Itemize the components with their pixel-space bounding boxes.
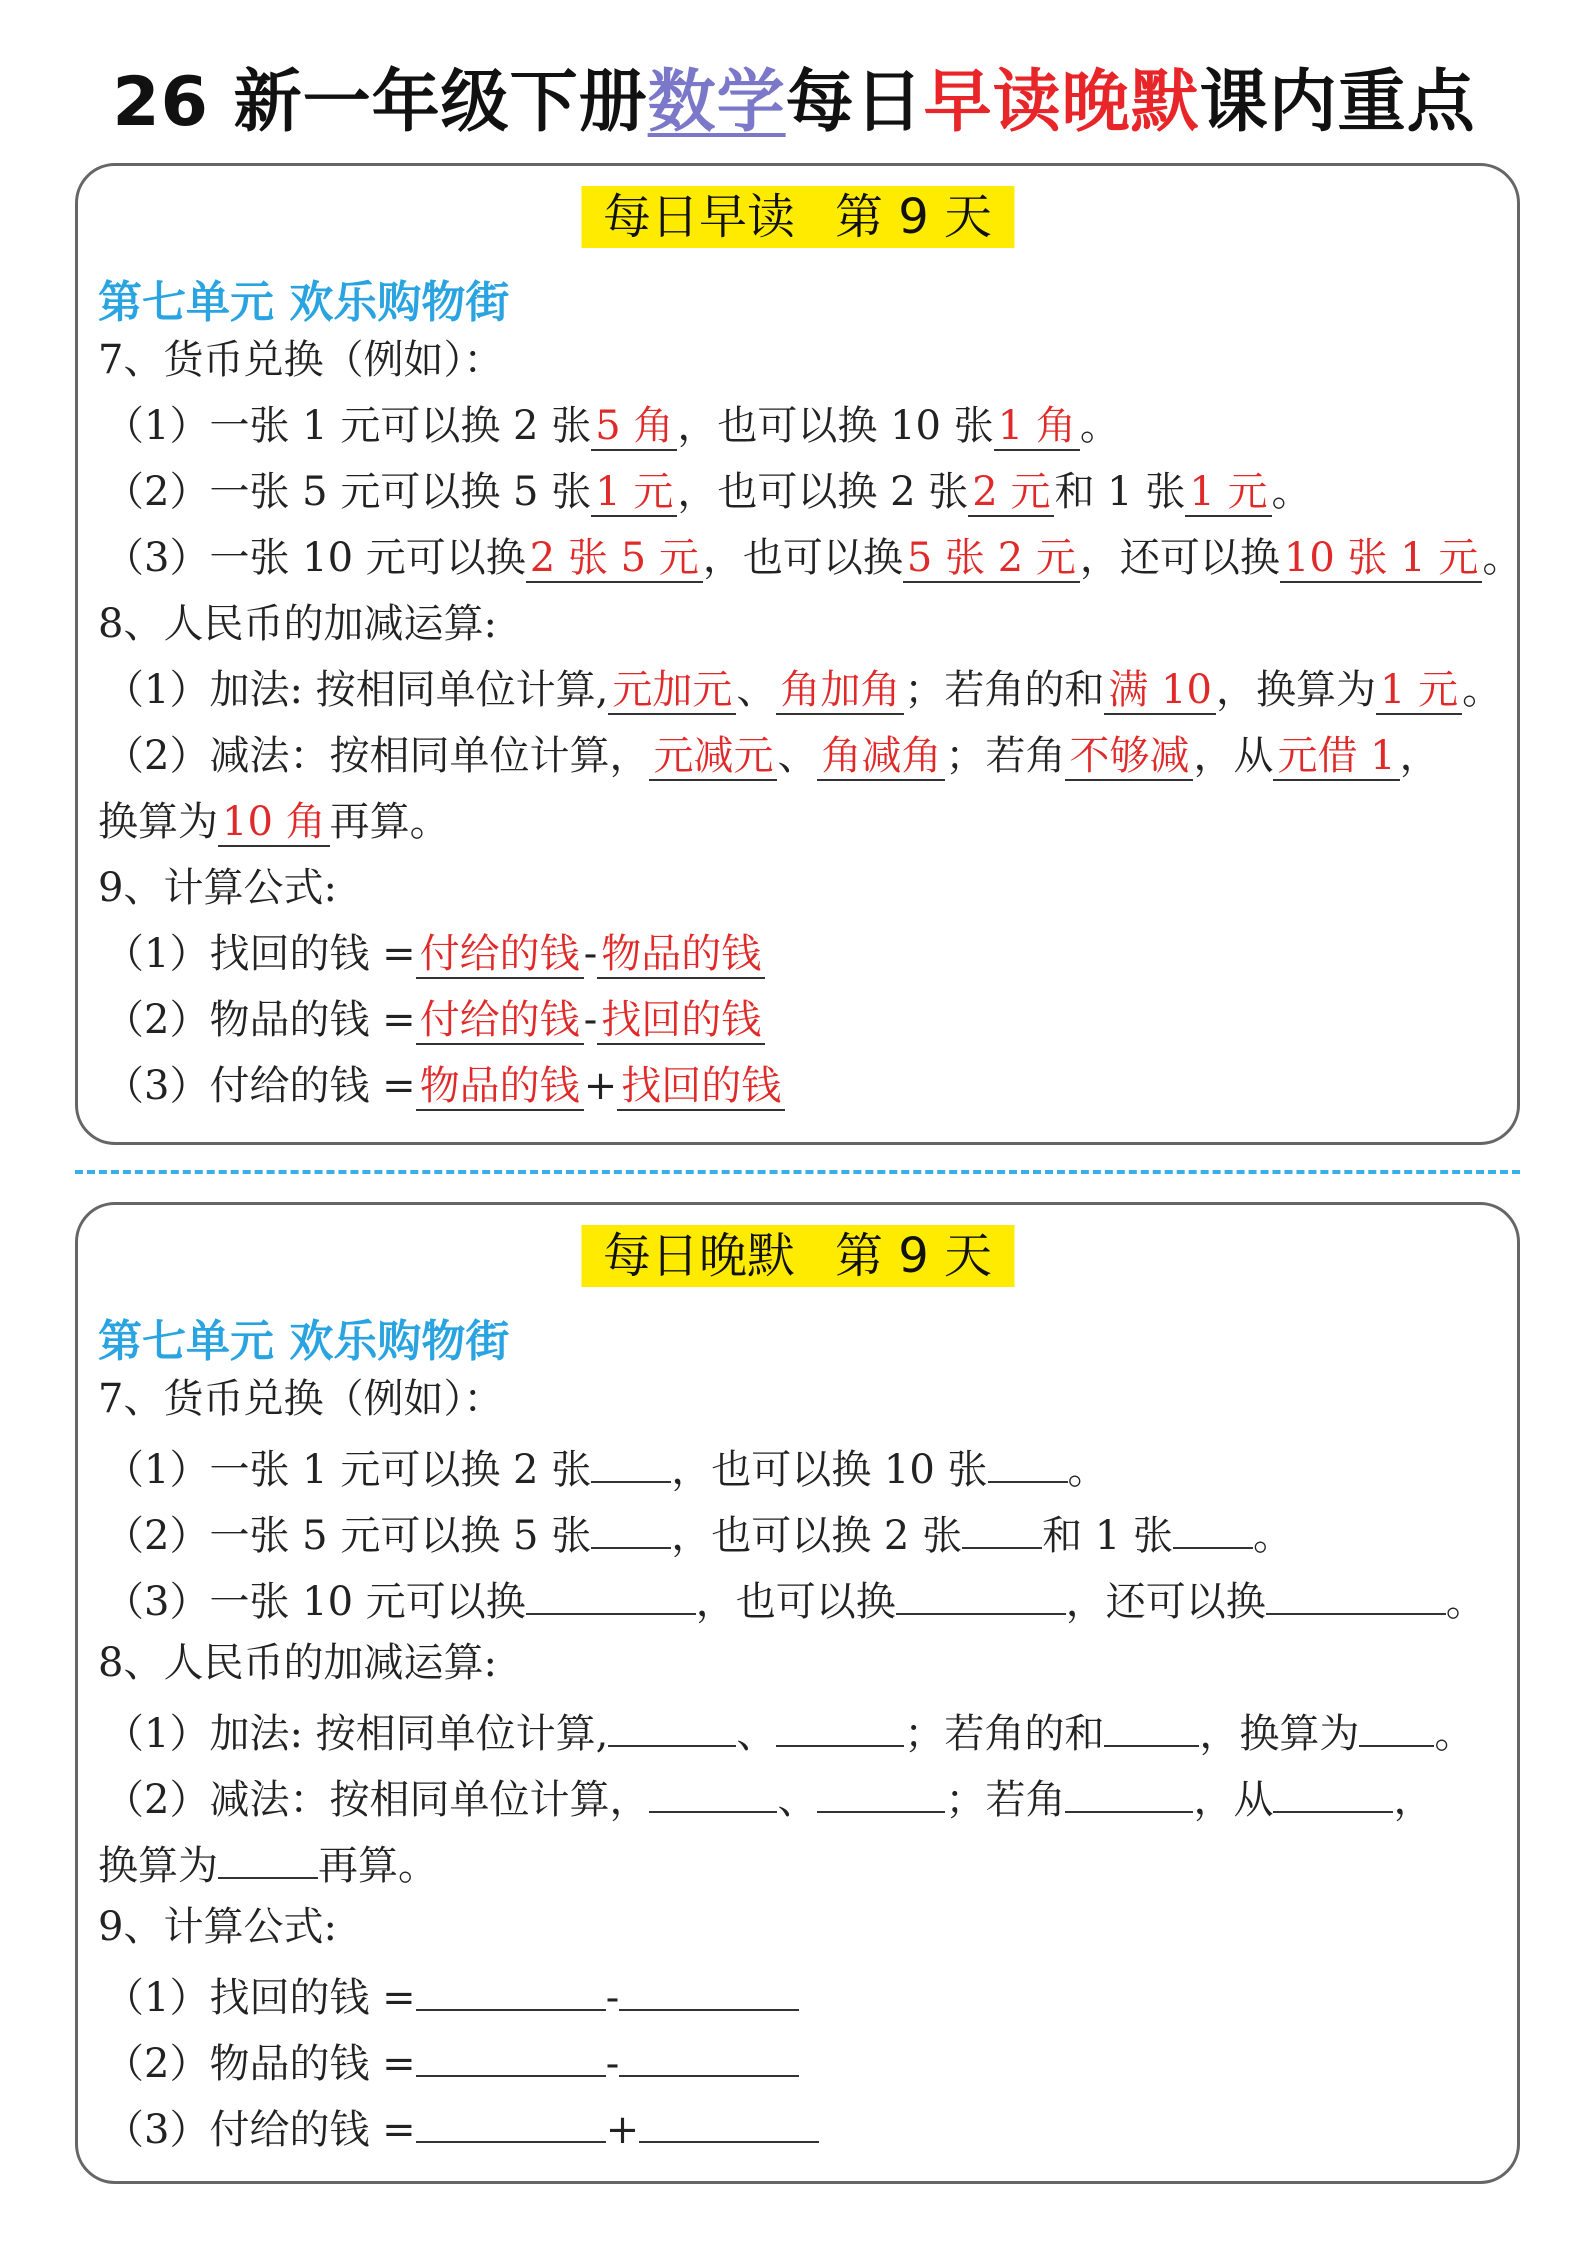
title-subject: 数学 <box>647 63 786 142</box>
addition-rule: （1）加法: 按相同单位计算, 、 ；若角的和 ，换算为 。 <box>104 1701 1474 1762</box>
subtraction-rule-cont: 换算为 再算。 <box>98 1833 438 1894</box>
section-8-title: 8、人民币的加减运算: <box>98 1640 497 1686</box>
morning-reading-card <box>75 163 1523 1145</box>
answer: 1 角 <box>994 403 1080 451</box>
exchange-item-1: （1）一张 1 元可以换 2 张 5 角 ，也可以换 10 张 1 角 。 <box>104 403 1120 449</box>
answer-blank[interactable] <box>218 1833 318 1879</box>
subtraction-rule: （2）减法：按相同单位计算， 元减元 、 角减角 ；若角 不够减 ，从 元借 1 ， <box>104 733 1440 779</box>
section-7-title: 7、货币兑换（例如）： <box>98 337 504 383</box>
answer-blank[interactable] <box>416 1965 606 2011</box>
header-day: 第 9 天 <box>834 1228 993 1284</box>
answer-blank[interactable] <box>608 1701 736 1747</box>
answer: 找回的钱 <box>597 997 765 1045</box>
section-9-title: 9、计算公式: <box>98 865 337 911</box>
answer-blank[interactable] <box>591 1437 671 1483</box>
page-title <box>0 58 1588 148</box>
section-7-title: 7、货币兑换（例如）： <box>98 1376 504 1422</box>
header-day: 第 9 天 <box>834 189 993 245</box>
unit-title: 第七单元 欢乐购物街 <box>98 277 510 328</box>
answer-blank[interactable] <box>416 2031 606 2077</box>
answer: 10 角 <box>218 799 330 847</box>
evening-card-header <box>581 1225 1014 1287</box>
answer-blank[interactable] <box>416 2097 606 2143</box>
answer: 1 元 <box>591 469 677 517</box>
exchange-item-2: （2）一张 5 元可以换 5 张 ，也可以换 2 张 和 1 张 。 <box>104 1503 1293 1564</box>
answer: 5 张 2 元 <box>903 535 1080 583</box>
exchange-item-3: （3）一张 10 元可以换 ，也可以换 ，还可以换 。 <box>104 1569 1486 1630</box>
section-8-title: 8、人民币的加减运算: <box>98 601 497 647</box>
answer-blank[interactable] <box>1065 1767 1193 1813</box>
subtraction-rule-cont: 换算为 10 角 再算。 <box>98 799 450 845</box>
formula-3: （3）付给的钱 = 物品的钱 + 找回的钱 <box>104 1058 785 1114</box>
answer: 付给的钱 <box>416 931 584 979</box>
answer: 角减角 <box>817 733 945 781</box>
formula-2: （2）物品的钱 = - <box>104 2031 799 2092</box>
exchange-item-2: （2）一张 5 元可以换 5 张 1 元 ，也可以换 2 张 2 元 和 1 张 1 元 。 <box>104 469 1312 515</box>
title-prefix: 26 新一年级下册 <box>112 63 648 142</box>
answer: 2 张 5 元 <box>526 535 703 583</box>
answer: 2 元 <box>968 469 1054 517</box>
answer-blank[interactable] <box>1173 1503 1253 1549</box>
answer-blank[interactable] <box>526 1569 696 1615</box>
formula-2: （2）物品的钱 = 付给的钱 - 找回的钱 <box>104 992 765 1048</box>
answer: 满 10 <box>1104 667 1216 715</box>
section-9-title: 9、计算公式: <box>98 1904 337 1950</box>
answer-blank[interactable] <box>776 1701 904 1747</box>
answer: 角加角 <box>776 667 904 715</box>
answer: 付给的钱 <box>416 997 584 1045</box>
subtraction-rule: （2）减法：按相同单位计算， 、 ；若角 ，从 ， <box>104 1767 1433 1828</box>
dashed-divider <box>75 1170 1520 1174</box>
answer-blank[interactable] <box>639 2097 819 2143</box>
answer-blank[interactable] <box>1273 1767 1393 1813</box>
morning-card-header <box>581 186 1014 248</box>
answer-blank[interactable] <box>988 1437 1068 1483</box>
answer: 元减元 <box>649 733 777 781</box>
answer-blank[interactable] <box>1359 1701 1434 1747</box>
answer: 元借 1 <box>1273 733 1399 781</box>
answer: 5 角 <box>591 403 677 451</box>
answer: 10 张 1 元 <box>1280 535 1483 583</box>
answer: 1 元 <box>1185 469 1271 517</box>
answer-blank[interactable] <box>962 1503 1042 1549</box>
answer-blank[interactable] <box>619 1965 799 2011</box>
header-label: 每日晚默 <box>602 1228 795 1284</box>
formula-1: （1）找回的钱 = - <box>104 1965 799 2026</box>
title-suffix: 课内重点 <box>1199 63 1476 142</box>
formula-3: （3）付给的钱 = + <box>104 2097 819 2158</box>
answer-blank[interactable] <box>619 2031 799 2077</box>
exchange-item-1: （1）一张 1 元可以换 2 张 ，也可以换 10 张 。 <box>104 1437 1108 1498</box>
formula-1: （1）找回的钱 = 付给的钱 - 物品的钱 <box>104 926 765 982</box>
answer-blank[interactable] <box>649 1767 777 1813</box>
unit-title: 第七单元 欢乐购物街 <box>98 1316 510 1367</box>
answer-blank[interactable] <box>1266 1569 1446 1615</box>
answer: 不够减 <box>1065 733 1193 781</box>
title-middle: 每日 <box>785 63 924 142</box>
exchange-item-3: （3）一张 10 元可以换 2 张 5 元 ，也可以换 5 张 2 元 ，还可以换 10 张 1 元 。 <box>104 535 1523 581</box>
answer: 1 元 <box>1376 667 1462 715</box>
addition-rule: （1）加法: 按相同单位计算, 元加元 、 角加角 ；若角的和 满 10 ，换算为 1 元 。 <box>104 667 1503 713</box>
answer-blank[interactable] <box>896 1569 1066 1615</box>
answer-blank[interactable] <box>591 1503 671 1549</box>
header-label: 每日早读 <box>602 189 795 245</box>
answer-blank[interactable] <box>1104 1701 1199 1747</box>
answer: 元加元 <box>608 667 736 715</box>
title-highlight: 早读晚默 <box>923 63 1200 142</box>
answer: 物品的钱 <box>597 931 765 979</box>
evening-dictation-card <box>75 1202 1520 2184</box>
answer: 找回的钱 <box>617 1063 785 1111</box>
answer: 物品的钱 <box>416 1063 584 1111</box>
answer-blank[interactable] <box>817 1767 945 1813</box>
